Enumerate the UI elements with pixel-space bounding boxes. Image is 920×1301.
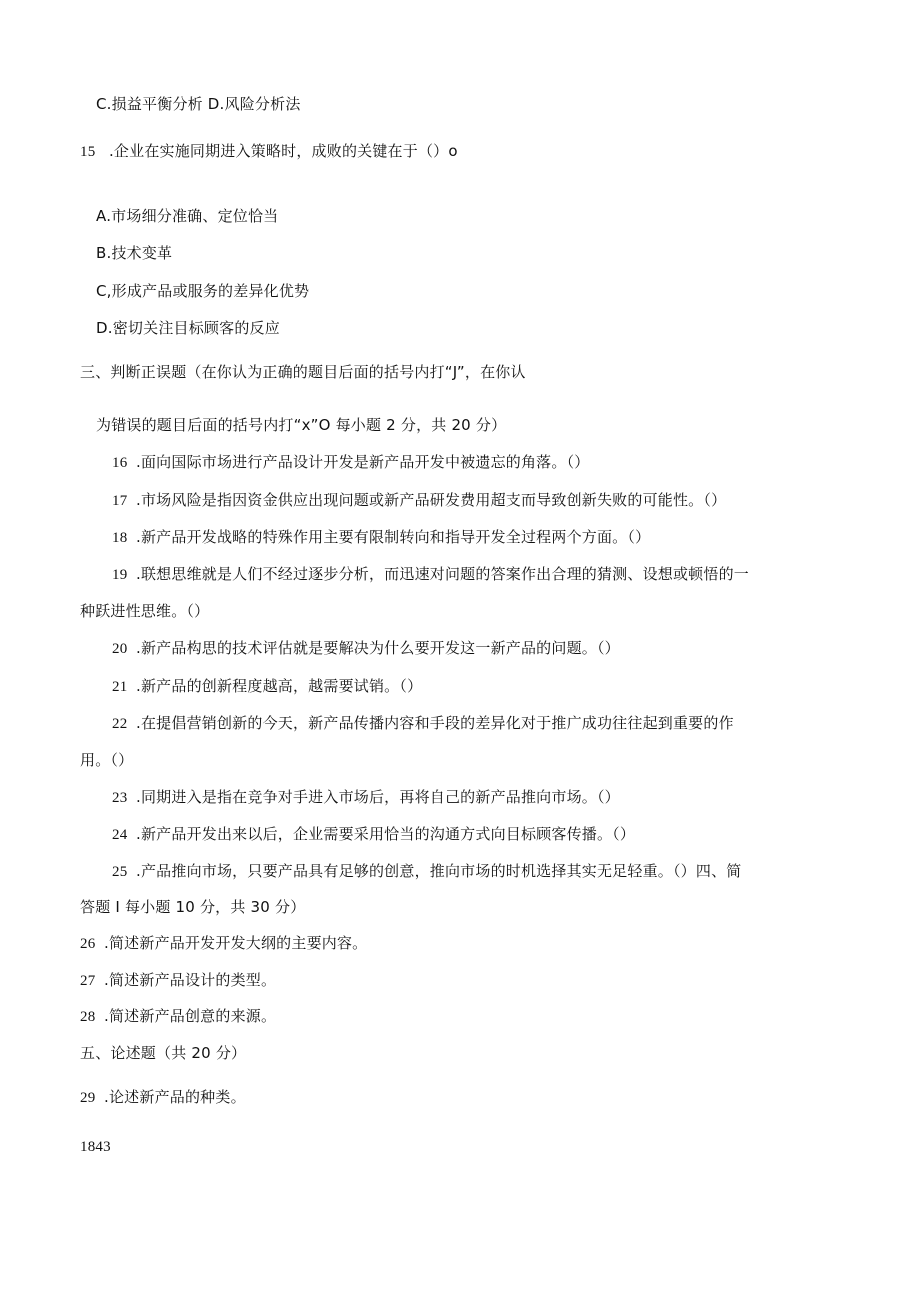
q17 [112,490,726,511]
q26-text: .简述新产品开发开发大纲的主要内容。 [104,934,368,952]
page-number: 1843 [80,1139,111,1155]
q15-option-a: A.市场细分准确、定位恰当 [96,207,279,225]
q22-continuation: 用。（） [80,751,134,769]
section-5-heading: 五、论述题（共 20 分） [80,1044,247,1062]
q19 [112,564,749,585]
q15-stem [80,141,458,162]
q16-text: .面向国际市场进行产品设计开发是新产品开发中被遗忘的角落。（） [136,453,590,471]
q25-number: 25 [112,864,128,880]
q15-number: 15 [80,144,96,160]
section-3-heading: 三、判断正误题（在你认为正确的题目后面的括号内打“J”，在你认 [80,363,526,381]
q26-number: 26 [80,936,96,952]
q18-number: 18 [112,530,128,546]
q15-option-c: C,形成产品或服务的差异化优势 [96,282,310,300]
q25 [112,861,741,882]
q24 [112,824,635,845]
q19-text: .联想思维就是人们不经过逐步分析，而迅速对问题的答案作出合理的猜测、设想或顿悟的一 [136,565,749,583]
q21-text: .新产品的创新程度越高，越需要试销。（） [136,677,423,695]
q28-text: .简述新产品创意的来源。 [104,1007,277,1025]
q18-text: .新产品开发战略的特殊作用主要有限制转向和指导开发全过程两个方面。（） [136,528,651,546]
q15-text: .企业在实施同期进入策略时，成败的关键在于（）o [108,142,458,160]
section-4-heading: 答题 I 每小题 10 分，共 30 分） [80,898,306,916]
q19-number: 19 [112,567,128,583]
q27-number: 27 [80,973,96,989]
q29-number: 29 [80,1090,96,1106]
q26 [80,933,367,954]
q17-text: .市场风险是指因资金供应出现问题或新产品研发费用超支而导致创新失败的可能性。（） [136,491,727,509]
q21-number: 21 [112,679,128,695]
q24-number: 24 [112,827,128,843]
q22-number: 22 [112,716,128,732]
q23-text: .同期进入是指在竞争对手进入市场后，再将自己的新产品推向市场。（） [136,788,620,806]
section-3-instructions: 为错误的题目后面的括号内打“x”O 每小题 2 分，共 20 分） [96,416,507,434]
q27 [80,970,276,991]
q16 [112,452,589,473]
q20-number: 20 [112,641,128,657]
q17-number: 17 [112,493,128,509]
q21 [112,676,422,697]
q14-options-cd: C.损益平衡分析 D.风险分析法 [96,95,301,113]
q23-number: 23 [112,790,128,806]
q28-number: 28 [80,1009,96,1025]
q29-text: .论述新产品的种类。 [104,1088,246,1106]
q15-option-b: B.技术变革 [96,244,173,262]
q27-text: .简述新产品设计的类型。 [104,971,277,989]
q22-text: .在提倡营销创新的今天，新产品传播内容和手段的差异化对于推广成功往往起到重要的作 [136,714,734,732]
q25-text: .产品推向市场，只要产品具有足够的创意，推向市场的时机选择其实无足轻重。（）四、简 [136,862,742,880]
q16-number: 16 [112,455,128,471]
q28 [80,1006,276,1027]
q22 [112,713,734,734]
q20-text: .新产品构思的技术评估就是要解决为什么要开发这一新产品的问题。（） [136,639,620,657]
q19-continuation: 种跃进性思维。（） [80,602,210,620]
q18 [112,527,650,548]
q24-text: .新产品开发出来以后，企业需要采用恰当的沟通方式向目标顾客传播。（） [136,825,636,843]
q15-option-d: D.密切关注目标顾客的反应 [96,319,280,337]
q20 [112,638,620,659]
q29 [80,1087,246,1108]
q23 [112,787,620,808]
